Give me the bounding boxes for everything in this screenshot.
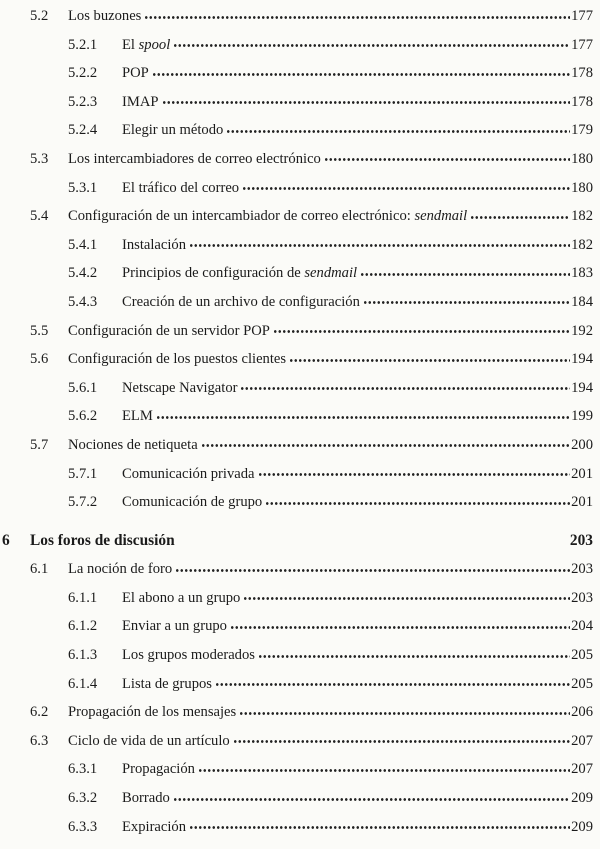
toc-leader-dots — [258, 647, 570, 659]
toc-entry-number: 6.1.2 — [68, 618, 98, 635]
toc-leader-dots — [289, 351, 570, 363]
toc-leader-dots — [230, 618, 570, 630]
toc-leader-dots — [152, 65, 570, 77]
toc-entry-number: 5.2.3 — [68, 93, 98, 110]
toc-entry-title: La noción de foro — [68, 561, 173, 578]
toc-entry-title: POP — [122, 65, 149, 82]
toc-entry-page: 182 — [571, 208, 593, 225]
toc-entry — [0, 59, 593, 88]
toc-entry-title: El abono a un grupo — [122, 589, 241, 606]
toc-entry-number: 5.4.1 — [68, 236, 98, 253]
toc-leader-dots — [242, 180, 570, 192]
toc-entry-number: 6.3 — [30, 732, 49, 749]
toc-entry-number: 5.4.2 — [68, 265, 98, 282]
toc-entry-number: 6 — [2, 531, 10, 549]
toc-leader-dots — [178, 533, 569, 545]
toc-entry-page: 180 — [571, 150, 593, 167]
toc-entry-title: Expiración — [122, 818, 187, 835]
toc-entry — [0, 231, 593, 260]
toc-entry — [0, 555, 593, 584]
toc-entry-number: 5.6.1 — [68, 379, 98, 396]
toc-leader-dots — [198, 761, 570, 773]
toc-entry — [0, 202, 593, 231]
toc-leader-dots — [215, 676, 570, 688]
toc-entry-number: 5.7.2 — [68, 494, 98, 511]
toc-entry-page: 204 — [571, 618, 593, 635]
toc-entry-title: Creación de un archivo de configuración — [122, 293, 360, 310]
toc-entry-page: 201 — [571, 465, 593, 482]
toc-entry — [0, 727, 593, 756]
toc-entry-title: Configuración de un servidor POP — [68, 322, 270, 339]
toc-entry-number: 5.5 — [30, 322, 49, 339]
toc-entry-page: 201 — [571, 494, 593, 511]
toc-entry-number: 5.6.2 — [68, 408, 98, 425]
toc-list — [0, 2, 593, 841]
toc-leader-dots — [226, 122, 570, 134]
toc-entry-number: 5.2.4 — [68, 122, 98, 139]
toc-leader-dots — [189, 819, 570, 831]
toc-entry — [0, 460, 593, 489]
toc-leader-dots — [173, 37, 570, 49]
toc-entry-title: Borrado — [122, 790, 170, 807]
toc-entry-number: 6.3.2 — [68, 790, 98, 807]
toc-entry-title: El tráfico del correo — [122, 179, 240, 196]
toc-leader-dots — [239, 704, 570, 716]
toc-entry — [0, 527, 593, 556]
toc-entry-page: 178 — [571, 93, 593, 110]
toc-entry — [0, 317, 593, 346]
toc-entry-page: 180 — [571, 179, 593, 196]
toc-entry-page: 207 — [571, 761, 593, 778]
toc-entry-page: 209 — [571, 790, 593, 807]
toc-entry — [0, 431, 593, 460]
toc-entry — [0, 2, 593, 31]
toc-entry-number: 6.3.3 — [68, 818, 98, 835]
toc-entry — [0, 612, 593, 641]
toc-entry-title: Lista de grupos — [122, 675, 212, 692]
toc-entry — [0, 345, 593, 374]
toc-entry-number: 5.3.1 — [68, 179, 98, 196]
toc-entry-page: 205 — [571, 647, 593, 664]
toc-entry-page: 178 — [571, 65, 593, 82]
toc-leader-dots — [273, 323, 570, 335]
toc-entry-number: 6.1.4 — [68, 675, 98, 692]
toc-entry — [0, 784, 593, 813]
toc-entry — [0, 641, 593, 670]
toc-leader-dots — [233, 733, 570, 745]
toc-leader-dots — [240, 380, 570, 392]
toc-entry-page: 205 — [571, 675, 593, 692]
toc-entry-number: 6.1 — [30, 561, 49, 578]
toc-entry-page: 182 — [571, 236, 593, 253]
toc-entry-number: 5.6 — [30, 351, 49, 368]
toc-entry — [0, 374, 593, 403]
toc-entry-title: Comunicación de grupo — [122, 494, 263, 511]
toc-leader-dots — [243, 590, 570, 602]
toc-entry-title: Instalación — [122, 236, 187, 253]
toc-entry-page: 203 — [569, 531, 593, 549]
toc-entry-page: 177 — [571, 36, 593, 53]
toc-entry — [0, 813, 593, 842]
toc-entry-page: 194 — [571, 351, 593, 368]
toc-entry-page: 200 — [571, 436, 593, 453]
toc-entry — [0, 116, 593, 145]
toc-leader-dots — [173, 790, 570, 802]
toc-entry-title: Los foros de discusión — [30, 531, 175, 549]
toc-leader-dots — [360, 265, 570, 277]
toc-entry-page: 183 — [571, 265, 593, 282]
toc-entry-page: 184 — [571, 293, 593, 310]
toc-leader-dots — [175, 561, 570, 573]
toc-entry-number: 5.4 — [30, 208, 49, 225]
toc-entry-page: 194 — [571, 379, 593, 396]
toc-entry-title: Ciclo de vida de un artículo — [68, 732, 230, 749]
toc-entry-number: 5.7 — [30, 436, 49, 453]
toc-entry-number: 5.2.2 — [68, 65, 98, 82]
toc-entry-page: 199 — [571, 408, 593, 425]
toc-entry-number: 6.3.1 — [68, 761, 98, 778]
toc-entry-title: Los buzones — [68, 8, 142, 24]
toc-entry — [0, 488, 593, 517]
toc-entry-number: 5.3 — [30, 150, 49, 167]
toc-leader-dots — [258, 466, 571, 478]
toc-entry-number: 5.2 — [30, 8, 49, 24]
toc-entry-number: 6.1.3 — [68, 647, 98, 664]
toc-entry-page: 203 — [571, 589, 593, 606]
toc-entry-title: Configuración de los puestos clientes — [68, 351, 287, 368]
toc-entry — [0, 288, 593, 317]
toc-entry-number: 6.1.1 — [68, 589, 98, 606]
toc-leader-dots — [324, 151, 570, 163]
toc-entry-title: Los grupos moderados — [122, 647, 255, 664]
toc-leader-dots — [144, 8, 570, 20]
toc-entry-title: Los intercambiadores de correo electrónico — [68, 150, 321, 167]
toc-entry-title: Nociones de netiqueta — [68, 436, 198, 453]
toc-entry-title: ELM — [122, 408, 153, 425]
toc-entry — [0, 670, 593, 699]
toc-entry-title: El spool — [122, 36, 171, 53]
toc-entry-title: Propagación de los mensajes — [68, 704, 237, 721]
toc-leader-dots — [156, 408, 570, 420]
toc-entry-page: 177 — [571, 8, 593, 24]
toc-entry-page: 209 — [571, 818, 593, 835]
toc-leader-dots — [162, 94, 571, 106]
toc-entry — [0, 31, 593, 60]
toc-entry-title: Enviar a un grupo — [122, 618, 227, 635]
toc-entry — [0, 584, 593, 613]
toc-entry-number: 5.4.3 — [68, 293, 98, 310]
toc-entry-page: 203 — [571, 561, 593, 578]
toc-entry-number: 5.7.1 — [68, 465, 98, 482]
toc-leader-dots — [201, 437, 570, 449]
toc-entry — [0, 259, 593, 288]
toc-leader-dots — [189, 237, 570, 249]
toc-leader-dots — [470, 208, 570, 220]
toc-entry-title: Netscape Navigator — [122, 379, 238, 396]
toc-entry-page: 207 — [571, 732, 593, 749]
toc-entry-number: 6.2 — [30, 704, 49, 721]
toc-entry-title: Configuración de un intercambiador de correo electrónico: sendmail — [68, 208, 468, 225]
toc-entry — [0, 698, 593, 727]
toc-entry-page: 206 — [571, 704, 593, 721]
toc-entry-title: Principios de configuración de sendmail — [122, 265, 358, 282]
toc-entry — [0, 88, 593, 117]
toc-entry-page: 179 — [571, 122, 593, 139]
toc-entry-title: Propagación — [122, 761, 195, 778]
toc-entry-title: Comunicación privada — [122, 465, 255, 482]
toc-entry — [0, 402, 593, 431]
toc-entry-title: Elegir un método — [122, 122, 224, 139]
toc-entry-title: IMAP — [122, 93, 159, 110]
toc-entry-number: 5.2.1 — [68, 36, 98, 53]
toc-leader-dots — [363, 294, 570, 306]
toc-entry — [0, 145, 593, 174]
toc-leader-dots — [265, 494, 570, 506]
toc-entry — [0, 755, 593, 784]
toc-entry-page: 192 — [571, 322, 593, 339]
toc-entry — [0, 174, 593, 203]
